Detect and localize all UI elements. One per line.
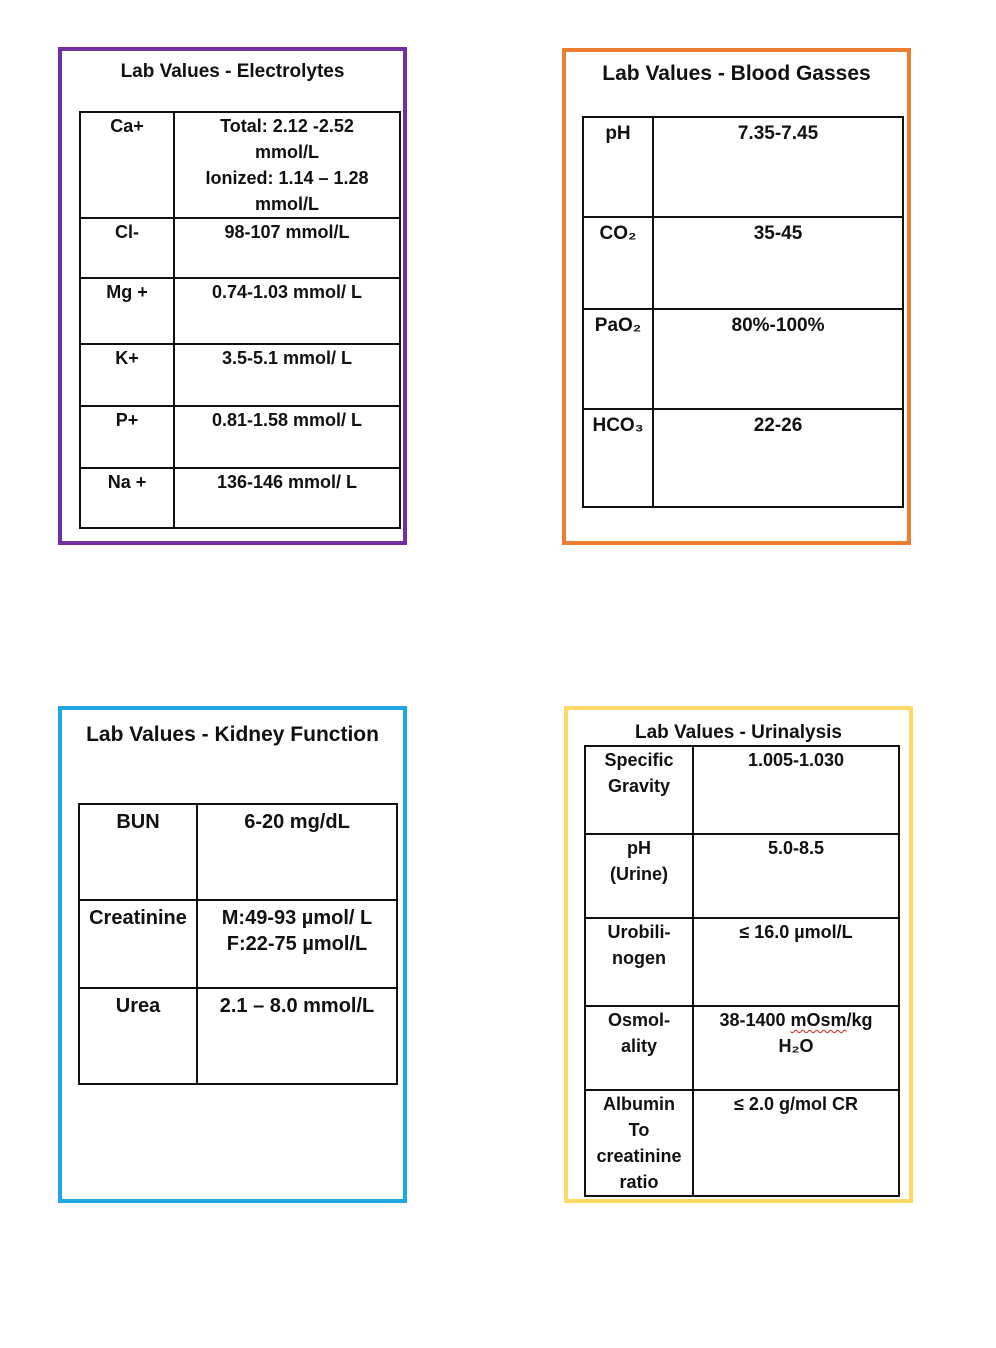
table-row xyxy=(585,1090,899,1196)
card-title: Lab Values - Kidney Function xyxy=(86,723,379,746)
label-line: nogen xyxy=(612,948,666,968)
label-line: ality xyxy=(620,1036,658,1056)
card-title: Lab Values - Electrolytes xyxy=(120,61,345,82)
row-label: CO₂ xyxy=(583,217,653,309)
table-row xyxy=(80,218,400,278)
label-line: Gravity xyxy=(607,776,671,796)
value-line: mmol/L xyxy=(254,194,319,214)
row-label: K+ xyxy=(80,344,174,406)
row-label xyxy=(585,746,693,834)
table-row xyxy=(585,1006,899,1090)
row-value xyxy=(197,900,397,988)
row-value: 136-146 mmol/ L xyxy=(174,468,400,528)
row-value: 22-26 xyxy=(653,409,903,507)
table-row xyxy=(583,117,903,217)
electrolytes-table xyxy=(79,111,401,529)
card-title: Lab Values - Blood Gasses xyxy=(602,62,871,85)
row-value: ≤ 16.0 µmol/L xyxy=(693,918,899,1006)
label-line: ratio xyxy=(619,1172,659,1192)
table-row xyxy=(585,746,899,834)
table-row xyxy=(79,988,397,1084)
card-urinalysis xyxy=(564,706,913,1203)
row-value: 5.0-8.5 xyxy=(693,834,899,918)
row-value: 0.81-1.58 mmol/ L xyxy=(174,406,400,468)
blood-gasses-table xyxy=(582,116,904,508)
card-electrolytes xyxy=(58,47,407,545)
row-label: Creatinine xyxy=(79,900,197,988)
table-row xyxy=(585,834,899,918)
row-label: PaO₂ xyxy=(583,309,653,409)
row-label: Mg + xyxy=(80,278,174,344)
row-value: 1.005-1.030 xyxy=(693,746,899,834)
table-row xyxy=(79,804,397,900)
label-line: Urobili- xyxy=(607,922,671,942)
card-kidney-function xyxy=(58,706,407,1203)
row-label xyxy=(585,834,693,918)
value-line: M:49-93 µmol/ L xyxy=(221,907,373,929)
table-row xyxy=(583,409,903,507)
table-row xyxy=(80,278,400,344)
row-label: Urea xyxy=(79,988,197,1084)
row-label: pH xyxy=(583,117,653,217)
row-value: 0.74-1.03 mmol/ L xyxy=(174,278,400,344)
table-row xyxy=(79,900,397,988)
row-label: Na + xyxy=(80,468,174,528)
label-line: To xyxy=(628,1120,650,1140)
urinalysis-table xyxy=(584,745,900,1197)
row-value: 3.5-5.1 mmol/ L xyxy=(174,344,400,406)
row-value xyxy=(693,1006,899,1090)
row-value: 35-45 xyxy=(653,217,903,309)
row-label xyxy=(585,918,693,1006)
table-row xyxy=(583,309,903,409)
card-title: Lab Values - Urinalysis xyxy=(635,722,842,743)
row-value: 6-20 mg/dL xyxy=(197,804,397,900)
value-line: mmol/L xyxy=(254,142,319,162)
row-value: 2.1 – 8.0 mmol/L xyxy=(197,988,397,1084)
value-line: H₂O xyxy=(778,1036,814,1056)
row-value: 80%-100% xyxy=(653,309,903,409)
label-line: Specific xyxy=(604,750,674,770)
table-row xyxy=(80,406,400,468)
row-label xyxy=(585,1006,693,1090)
label-line: Albumin xyxy=(603,1094,675,1114)
label-line: Osmol- xyxy=(607,1010,670,1030)
table-row xyxy=(585,918,899,1006)
row-label: BUN xyxy=(79,804,197,900)
label-line: pH xyxy=(627,838,651,858)
value-line: Ionized: 1.14 – 1.28 xyxy=(205,168,369,188)
row-value xyxy=(174,112,400,218)
row-label xyxy=(585,1090,693,1196)
row-value: 98-107 mmol/L xyxy=(174,218,400,278)
label-line: (Urine) xyxy=(610,864,668,884)
row-label: Ca+ xyxy=(80,112,174,218)
row-label: P+ xyxy=(80,406,174,468)
value-line: 38-1400 mOsm/kg xyxy=(719,1010,873,1030)
card-blood-gasses xyxy=(562,48,911,545)
value-line: F:22-75 µmol/L xyxy=(226,933,368,955)
row-value: 7.35-7.45 xyxy=(653,117,903,217)
kidney-table xyxy=(78,803,398,1085)
table-row xyxy=(80,468,400,528)
table-row xyxy=(80,112,400,218)
row-value: ≤ 2.0 g/mol CR xyxy=(693,1090,899,1196)
table-row xyxy=(80,344,400,406)
row-label: Cl- xyxy=(80,218,174,278)
value-line: Total: 2.12 -2.52 xyxy=(220,116,354,136)
table-row xyxy=(583,217,903,309)
row-label: HCO₃ xyxy=(583,409,653,507)
spellcheck-underline: mOsm xyxy=(790,1010,847,1030)
label-line: creatinine xyxy=(596,1146,682,1166)
